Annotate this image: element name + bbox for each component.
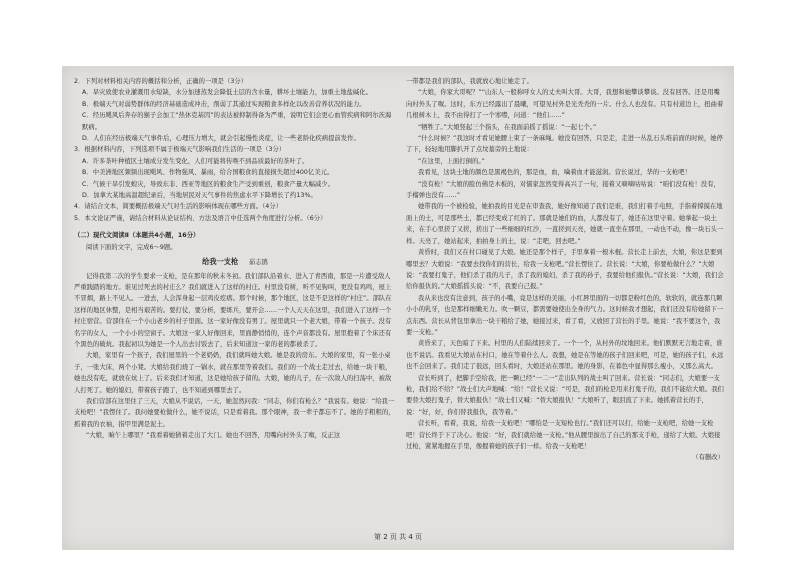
story-title: [74, 256, 396, 268]
question-3-option-d: D．加拿大某地高温超纪录后，当地居民对天气事件的焦虑水平下降增长了约13%。: [82, 192, 317, 200]
story-paragraph: “大娘，晌午上哪里？”我看着她猜着走出了大门。她也不回答，用嘴向村外头了呶，反正这: [86, 432, 341, 440]
question-2-option-a: A．旱灾致使农业灌溉用水短缺，水分加速蒸发会降低土层的含水量，耕坏土壤能力，加重土地盐碱化。: [82, 89, 372, 97]
question-3-option-c: C．气候干旱引发蝗灾，导致东非、西亚等地区的粮食生产受到重创，粮食产量大幅减少。: [82, 180, 334, 188]
question-2-option-d: D．人们在经历极端天气事件后，心理压力增大，就会引起慢性炎症，让一些老龄化疾病提前发作。: [82, 135, 360, 143]
question-5: 5．本文论证严谨，请结合材料从论证结构、方法及语言中任选两个角度进行分析。（6分）: [74, 214, 327, 222]
story-paragraph: 一带都是我们的部队，我就放心地让她走了。: [406, 78, 533, 85]
story-paragraph: “牺牲了。”大娘竖起三个指头，在我面前摇了摇说：“一起七个。”: [418, 123, 597, 131]
story-paragraph: 我看见，这块土地的颜色是黑褐色的，那是血，血，噙着血才能滋润。营长说过，华的一支枪吧！: [418, 169, 691, 177]
story-paragraph: “大娘，你家大哥呢？”“山东人一般称呼女人的丈夫叫大哥。大哥，我想和她攀谈攀谈。没有回答。还是用嘴向村外头了呶。这时，东方已经露出了晨曦，可望见村外是光秃秃的一片。什么人也没有。只有村道边上，扭曲着几根树木上，我不由得打了一个寒噤，问道：“他们……”: [406, 89, 724, 120]
section-2-title: （二）现代文阅读Ⅱ（本题共4小题，16分）: [74, 232, 200, 240]
question-2-option-b: B．极端天气对弱势群体的经济基础造成冲击，削弱了其通过实现粮食多样化以改善营养状况的能力。: [82, 100, 366, 108]
story-paragraph: 黄昏时，我们又在村口碰见了大娘。她还是那个样子，手里拿着一根木棍。营长走上前去，大娘，你这是要到哪里去？大娘说：“我要去找你们的营长，给我一支枪吧。”营长愣住了。营长说：“大娘，你要枪做什么？”大娘说：“我要打鬼子，他们杀了我的儿子，杀了我的媳妇，杀了我的孙子，我要给他们报仇。”营长说：“大娘，我们会给你报仇的。”大娘摇摇头说：“不，我要自己报。”: [406, 249, 724, 291]
section-2-instruction: 阅读下面的文字，完成6～9题。: [86, 243, 177, 251]
question-3-option-b: B．中美洲地区频频出现飓风、作物强风、暴雨，给合国粮食的直接损失超过400亿美元。: [82, 169, 334, 177]
right-column: [406, 76, 724, 464]
story-paragraph: 她带我的一个被检验，她拍我的目光是在审查我，她好像知道了我们是谁，我们打着手电照，手指着撑摸在地面上的土，可是那些土，都已经变成了红的了。那就是她们的血，人都没有了，她还在这里守着。她拿起一块土来，在手心里搓了又搓，搓出了一些细细的红沙，一直搓到天亮，她就一直坐在那里，一动也不动，像一块石头一样。天亮了，她站起来，拍拍身上的土，说：“走吧，回去吧。”: [406, 203, 724, 245]
story-author: 茹志鹃: [248, 259, 268, 267]
story-paragraph: 营长听，看着，我说，给我一支枪吧！“哪怕是一支短枪也行。”我们还可以打，给她一支枪吧，给她一支枪吧！营长终于下了决心。他说：“好，我们就给她一支枪。”他从腰里拔出了自己的那支手枪，递给了大娘。大娘接过枪，紧紧地握在手里，像握着她的孩子们一样。给我一支枪吧！: [406, 420, 721, 450]
story-paragraph: “什么时候？”我这时才看见她腰上束了一条麻绳。她没有回答，只是走，走进一丛乱石头堆前面的时候，她停了下，轻轻地用脚扒开了点坟墓旁的土地说：: [406, 135, 723, 154]
story-paragraph: “没有枪！”大娘的脸仿佛是木板的，对儒家忽然变得高兴了一句，接着又嘀嘀咕咕说：“咱们没有枪！没有，手榴弹也没有……”: [406, 180, 720, 200]
story-paragraph: “在这里，上面打倒的。”: [418, 157, 485, 165]
question-3-stem: 3．根据材料内容，下列选项不属于极端天气影响我们生活的一项是（3分）: [74, 146, 286, 154]
left-column: [74, 76, 396, 442]
question-2-stem: 2．下列对材料相关内容的概括和分析，正确的一项是（3分）: [74, 78, 248, 85]
question-4: 4．请结合文本，简要概括极端天气对生活的影响体现在哪些方面。（4分）: [74, 203, 283, 211]
story-paragraph: 大娘，家里有一个孩子，我们屋里的一个老奶奶，我们就叫她大娘。她是我的房东。大娘的家里，有一张小桌子，一张大床，两个小凳。大娘给我们烧了一锅水，就在那里等着我们。我们的一个战士走过去，给她一块干粮，她也没有吃，就放在炕上了。后来我们才知道，这是她给孩子留的。大娘，她的儿子，在一次敌人的扫荡中，被敌人打死了。她的媳妇，带着孩子跑了，也不知道到哪里去了。: [74, 352, 392, 394]
story-title-text: 给我一支枪: [202, 257, 239, 267]
exam-paper: [62, 66, 734, 550]
story-paragraph: 记得我第二次的学生要求一支枪，是在那年的秋末冬初。我们部队沿着水、进入了青西南，那是一片遭受敌人严重践踏的地方。谁见过死去的村庄么？我们就进入了这样的村庄。村里没有树，听不见狗叫，更没有鸡鸣，屋上不冒烟，路上不见人。一进去，人会浑身起一层鸡皮疙瘩。那个时候，那个地区，这是不是这样的“村庄”。部队在这样的地区休整，是相当艰苦的。要打仗，要分析，要练兵，要开会……一个人天天在这里，我们进入了这样一个村庄宿营。营部住在一个小山老乡的村子里面。这一家好像没有男丁。屋里就只一个老大娘，带着一个孩子。没有名字的女人，一个小小的空窗子。大娘这一家人好像回来，里面静悄悄的，连个声音都没有。屋里抱着了个床还有个黑色的破炕。我起初以为她是一个人出去讨饭去了，后来知道这一家的老的都被杀了。: [74, 272, 392, 348]
question-3-option-a: A．许多茶叶种植区土壤成分发生变化，人们可能将传唤不到品质最好的茶叶了。: [82, 157, 309, 165]
story-paragraph: 我们营部在这里住了三天，大娘从不说话，一天，她忽然问我：“同志，你们有枪么？”我说有。她说：“给我一支枪吧！”我愣住了。我问她要枪做什么，她不说话，只是看着我。那个眼神，我一辈子都忘不了。她的手粗粗的，抓着我的衣袖，指甲里满是泥土。: [74, 397, 395, 428]
page-footer: 第 2 页 共 4 页: [373, 533, 423, 541]
story-paragraph: 黄昏来了，天色暗了下来。村里的人们陆续回来了。一个一个，从村外的坟地回来。他们默默无言地走着，谁也不说话。我看见大娘站在村口，她在等着什么人。我想，她是在等她的孩子们回来吧，可是，她的孩子们，永远也不会回来了。我们走了很远，回头看时，大娘还站在那里。她的身影，在暮色中显得那么瘦小，又那么高大。: [406, 340, 724, 371]
source-note: （有删改）: [692, 454, 724, 462]
story-paragraph: 营长听到了，把脚手空给我，把一颗已经“一二一”走出队列的战士叫了回来。营长说：“同志们，大娘要一支枪，我们给不给？”战士们大声地喊：“给！”营长又说：“可是，我们的枪是用来打鬼子的，我们不能给大娘。我们要替大娘打鬼子，替大娘报仇！”战士们又喊：“替大娘报仇！”大娘听了，眼泪流了下来。她抓着营长的手，说：“好，好，你们替我报仇，我等着。”: [406, 374, 724, 416]
question-2-option-c: C．经历飓风后奔存的猴子会加工“热休克基因”的表达被抑制得备为严重，说明它们会更心血管疾病和阿尔茨海默病。: [82, 112, 392, 131]
story-paragraph: 我从来也没有注意到，孩子的小嘴，竟是这样的美丽，小红唇里面的一切都是粉红色的，软软的，就连那几颗小小的乳牙，也是那样细嫩无力。吹一颗豆，都需要她使出全身的气力。这时候我才想起，我们还没有给她留下一点东西。营长从背包里拿出一块干粮给了她，她接过来，看了看，又放回了营长的手里。她说：“我不要这个，我要一支枪。”: [406, 294, 724, 336]
